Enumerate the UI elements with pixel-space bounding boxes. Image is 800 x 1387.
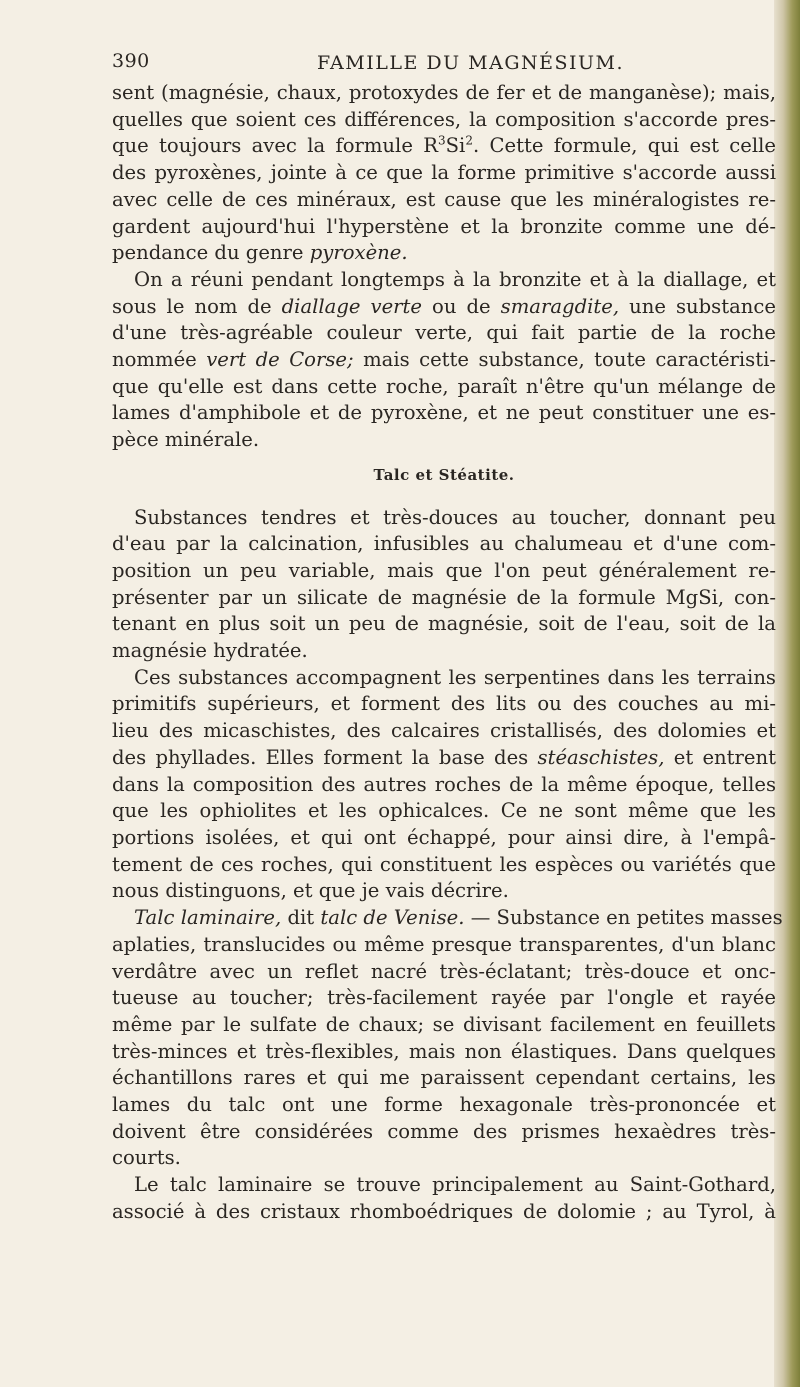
running-title: FAMILLE DU MAGNÉSIUM. bbox=[317, 52, 625, 74]
text-line: sent (magnésie, chaux, protoxydes de fer et de manganèse); mais, bbox=[112, 81, 776, 104]
text-line: tenant en plus soit un peu de magnésie, soit de l'eau, soit de la bbox=[112, 612, 776, 636]
text-line: d'une très-agréable couleur verte, qui fait partie de la roche bbox=[112, 321, 776, 345]
page-edge bbox=[774, 0, 800, 1387]
text-line: associé à des cristaux rhomboédriques de dolomie ; au Tyrol, à bbox=[112, 1199, 776, 1223]
text-line: tement de ces roches, qui constituent les espèces ou variétés que bbox=[112, 852, 776, 876]
paragraph-diallage bbox=[112, 267, 776, 454]
text-line: gardent aujourd'hui l'hyperstène et la bronzite comme une dé- bbox=[112, 214, 776, 238]
text-line: que qu'elle est dans cette roche, paraît n'être qu'un mélange de bbox=[112, 374, 776, 398]
paragraph-talc-occurrence bbox=[112, 665, 776, 905]
text-line: aplaties, translucides ou même presque transparentes, d'un blanc bbox=[112, 932, 776, 956]
text-line: nommée vert de Corse; mais cette substance, toute caractéristi- bbox=[112, 348, 776, 372]
text-line: très-minces et très-flexibles, mais non élastiques. Dans quelques bbox=[112, 1039, 776, 1063]
paragraph-pyroxene bbox=[112, 80, 776, 267]
text-line: On a réuni pendant longtemps à la bronzite et à la diallage, et bbox=[134, 267, 776, 291]
page-number: 390 bbox=[112, 50, 150, 72]
text-line: même par le sulfate de chaux; se divisant facilement en feuillets bbox=[112, 1012, 776, 1036]
text-line: doivent être considérées comme des prismes hexaèdres très- bbox=[112, 1119, 776, 1143]
text-line: lieu des micaschistes, des calcaires cristallisés, des dolomies et bbox=[112, 719, 776, 743]
text-line: avec celle de ces minéraux, est cause que les minéralogistes re- bbox=[112, 187, 776, 211]
text-line: lames du talc ont une forme hexagonale très-prononcée et bbox=[112, 1093, 776, 1117]
text-line: que toujours avec la formule $R^3Si^2$. Cette formule, qui est celle bbox=[112, 133, 776, 158]
text-line: échantillons rares et qui me paraissent cependant certains, les bbox=[112, 1066, 776, 1090]
text-line: d'eau par la calcination, infusibles au chalumeau et d'une com- bbox=[112, 532, 776, 556]
text-line: pendance du genre pyroxène. bbox=[112, 241, 408, 265]
paragraph-talc-intro bbox=[112, 505, 776, 665]
text-line: nous distinguons, et que je vais décrire. bbox=[112, 879, 509, 903]
paragraph-talc-laminaire bbox=[112, 905, 783, 1172]
text-line: verdâtre avec un reflet nacré très-éclatant; très-douce et onc- bbox=[112, 959, 776, 983]
paragraph-talc-location bbox=[112, 1172, 776, 1225]
text-line: courts. bbox=[112, 1146, 181, 1170]
text-line: des phyllades. Elles forment la base des stéaschistes, et entrent bbox=[112, 745, 776, 769]
text-line: présenter par un silicate de magnésie de la formule MgSi, con- bbox=[112, 585, 776, 609]
book-page bbox=[112, 48, 783, 1226]
section-heading: Talc et Stéatite. bbox=[373, 465, 515, 484]
text-line: primitifs supérieurs, et forment des lits ou des couches au mi- bbox=[112, 692, 776, 716]
text-line: portions isolées, et qui ont échappé, pour ainsi dire, à l'empâ- bbox=[112, 825, 776, 849]
text-line: Le talc laminaire se trouve principalement au Saint-Gothard, bbox=[134, 1173, 776, 1197]
text-line: des pyroxènes, jointe à ce que la forme primitive s'accorde aussi bbox=[112, 161, 776, 185]
text-line: sous le nom de diallage verte ou de smaragdite, une substance bbox=[112, 294, 776, 318]
text-line: tueuse au toucher; très-facilement rayée par l'ongle et rayée bbox=[112, 986, 776, 1010]
text-line: dans la composition des autres roches de la même époque, telles bbox=[112, 772, 776, 796]
text-line: que les ophiolites et les ophicalces. Ce ne sont même que les bbox=[112, 799, 776, 823]
text-line: Substances tendres et très-douces au toucher, donnant peu bbox=[134, 505, 776, 529]
text-line: quelles que soient ces différences, la composition s'accorde pres- bbox=[112, 107, 776, 131]
text-line: magnésie hydratée. bbox=[112, 639, 308, 663]
page-header bbox=[112, 48, 776, 76]
text-line: position un peu variable, mais que l'on peut généralement re- bbox=[112, 558, 776, 582]
text-line: Ces substances accompagnent les serpentines dans les terrains bbox=[134, 665, 776, 689]
text-line: pèce minérale. bbox=[112, 428, 260, 452]
text-line: Talc laminaire, dit talc de Venise. — Substance en petites masses bbox=[134, 906, 783, 930]
text-line: lames d'amphibole et de pyroxène, et ne peut constituer une es- bbox=[112, 401, 776, 425]
